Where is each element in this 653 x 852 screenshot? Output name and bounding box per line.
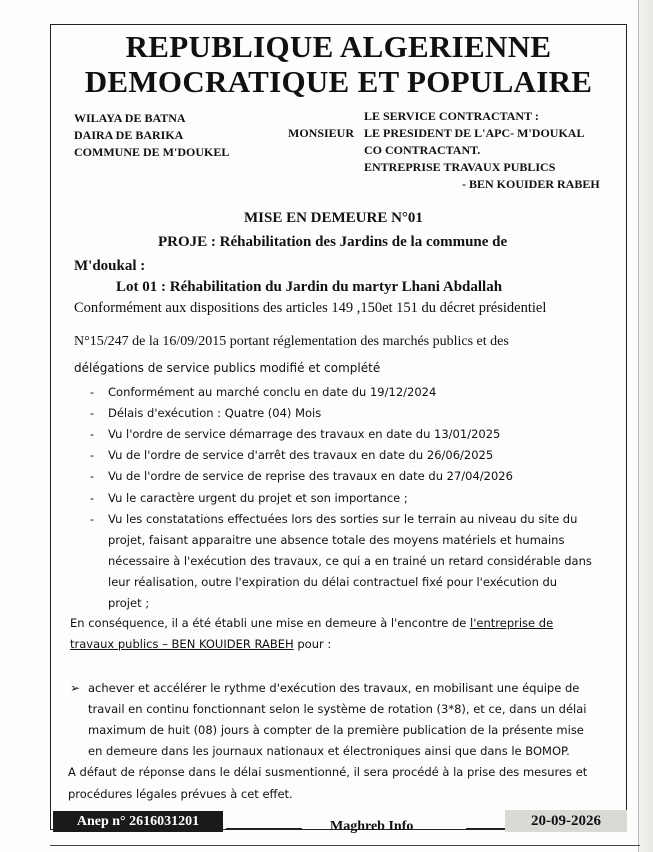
list-item-text: Vu de l'ordre de service de reprise des travaux en date du 27/04/2026 bbox=[108, 469, 513, 483]
arrow-icon: ➢ bbox=[70, 681, 81, 695]
list-item: - bbox=[90, 469, 95, 483]
action-line-1: achever et accélérer le rythme d'exécution des travaux, en mobilisant une équipe de bbox=[88, 681, 580, 695]
entreprise-reference: l'entreprise de bbox=[470, 616, 554, 630]
footer-rule-left bbox=[226, 828, 302, 830]
list-item-text: Vu de l'ordre de service d'arrêt des travaux en date du 26/06/2025 bbox=[108, 448, 494, 462]
entreprise-reference-cont: travaux publics – BEN KOUIDER RABEH bbox=[70, 637, 294, 651]
action-line-4: en demeure dans les journaux nationaux et électroniques ainsi que dans le BOMOP. bbox=[88, 744, 570, 758]
list-item-text: Vu le caractère urgent du projet et son importance ; bbox=[108, 491, 408, 505]
page-edge bbox=[638, 0, 653, 852]
list-item-text: projet, faisant apparaitre une absence totale des moyens matériels et humains bbox=[108, 533, 565, 547]
list-item-text: Conformément au marché conclu en date du 19/12/2024 bbox=[108, 385, 437, 399]
conform-line-3: délégations de service publics modifié et complété bbox=[74, 361, 381, 375]
co-contractant-label: CO CONTRACTANT. bbox=[364, 143, 481, 157]
wilaya-label: WILAYA DE BATNA bbox=[74, 111, 186, 125]
consequence-text: En conséquence, il a été établi une mise en demeure à l'encontre de bbox=[70, 616, 471, 630]
newspaper-name: Maghreb Info bbox=[330, 819, 414, 834]
list-item-text: projet ; bbox=[108, 596, 150, 610]
monsieur-label: MONSIEUR bbox=[288, 126, 355, 140]
publication-date: 20-09-2026 bbox=[505, 810, 627, 832]
anep-badge: Anep n° 2616031201 bbox=[53, 811, 223, 832]
project-line-1: PROJE : Réhabilitation des Jardins de la commune de bbox=[158, 234, 508, 250]
closing-line-2: procédures légales prévues à cet effet. bbox=[68, 787, 293, 801]
list-item: - bbox=[90, 512, 95, 526]
consequence-line-2 bbox=[70, 634, 331, 654]
list-item: - bbox=[90, 448, 95, 462]
conform-line-2: N°15/247 de la 16/09/2015 portant réglementation des marchés publics et des bbox=[74, 334, 509, 349]
project-line-2: M'doukal : bbox=[74, 258, 146, 274]
list-item: - bbox=[90, 406, 95, 420]
daira-label: DAIRA DE BARIKA bbox=[74, 128, 184, 142]
bottom-rule bbox=[50, 845, 640, 846]
list-item-text: Vu les constatations effectuées lors des sorties sur le terrain au niveau du site du bbox=[108, 512, 578, 526]
list-item-text: nécessaire à l'exécution des travaux, ce qui a en trainé un retard considérable dans bbox=[108, 554, 592, 568]
list-item: - bbox=[90, 427, 95, 441]
list-item-text: leur réalisation, outre l'expiration du délai contractuel fixé pour l'exécution du bbox=[108, 575, 558, 589]
title-line-1: REPUBLIQUE ALGERIENNE bbox=[125, 29, 552, 64]
list-item: - bbox=[90, 491, 95, 505]
list-item: - bbox=[90, 385, 95, 399]
notice-heading: MISE EN DEMEURE N°01 bbox=[244, 210, 423, 226]
action-line-2: travail en continu fonctionnant selon le système de rotation (3*8), et ce, dans un délai bbox=[88, 702, 587, 716]
title-line-2: DEMOCRATIQUE ET POPULAIRE bbox=[84, 64, 593, 99]
conform-line-1: Conformément aux dispositions des articles 149 ,150et 151 du décret présidentiel bbox=[74, 300, 547, 316]
consequence-line-1 bbox=[70, 613, 553, 633]
footer-rule-right bbox=[466, 828, 506, 830]
service-contractant-label: LE SERVICE CONTRACTANT : bbox=[364, 109, 539, 123]
entreprise-name: - BEN KOUIDER RABEH bbox=[462, 177, 600, 191]
action-line-3: maximum de huit (08) jours à compter de la première publication de la présente mise bbox=[88, 723, 584, 737]
entreprise-label: ENTREPRISE TRAVAUX PUBLICS bbox=[364, 160, 556, 174]
list-item-text: Vu l'ordre de service démarrage des travaux en date du 13/01/2025 bbox=[108, 427, 501, 441]
list-item-text: Délais d'exécution : Quatre (04) Mois bbox=[108, 406, 322, 420]
commune-label: COMMUNE DE M'DOUKEL bbox=[74, 145, 230, 159]
lot-line: Lot 01 : Réhabilitation du Jardin du martyr Lhani Abdallah bbox=[116, 279, 503, 295]
president-label: LE PRESIDENT DE L'APC- M'DOUKAL bbox=[364, 126, 585, 140]
pour-text: pour : bbox=[293, 637, 332, 651]
closing-line-1: A défaut de réponse dans le délai susmentionné, il sera procédé à la prise des mesures et bbox=[68, 765, 588, 779]
